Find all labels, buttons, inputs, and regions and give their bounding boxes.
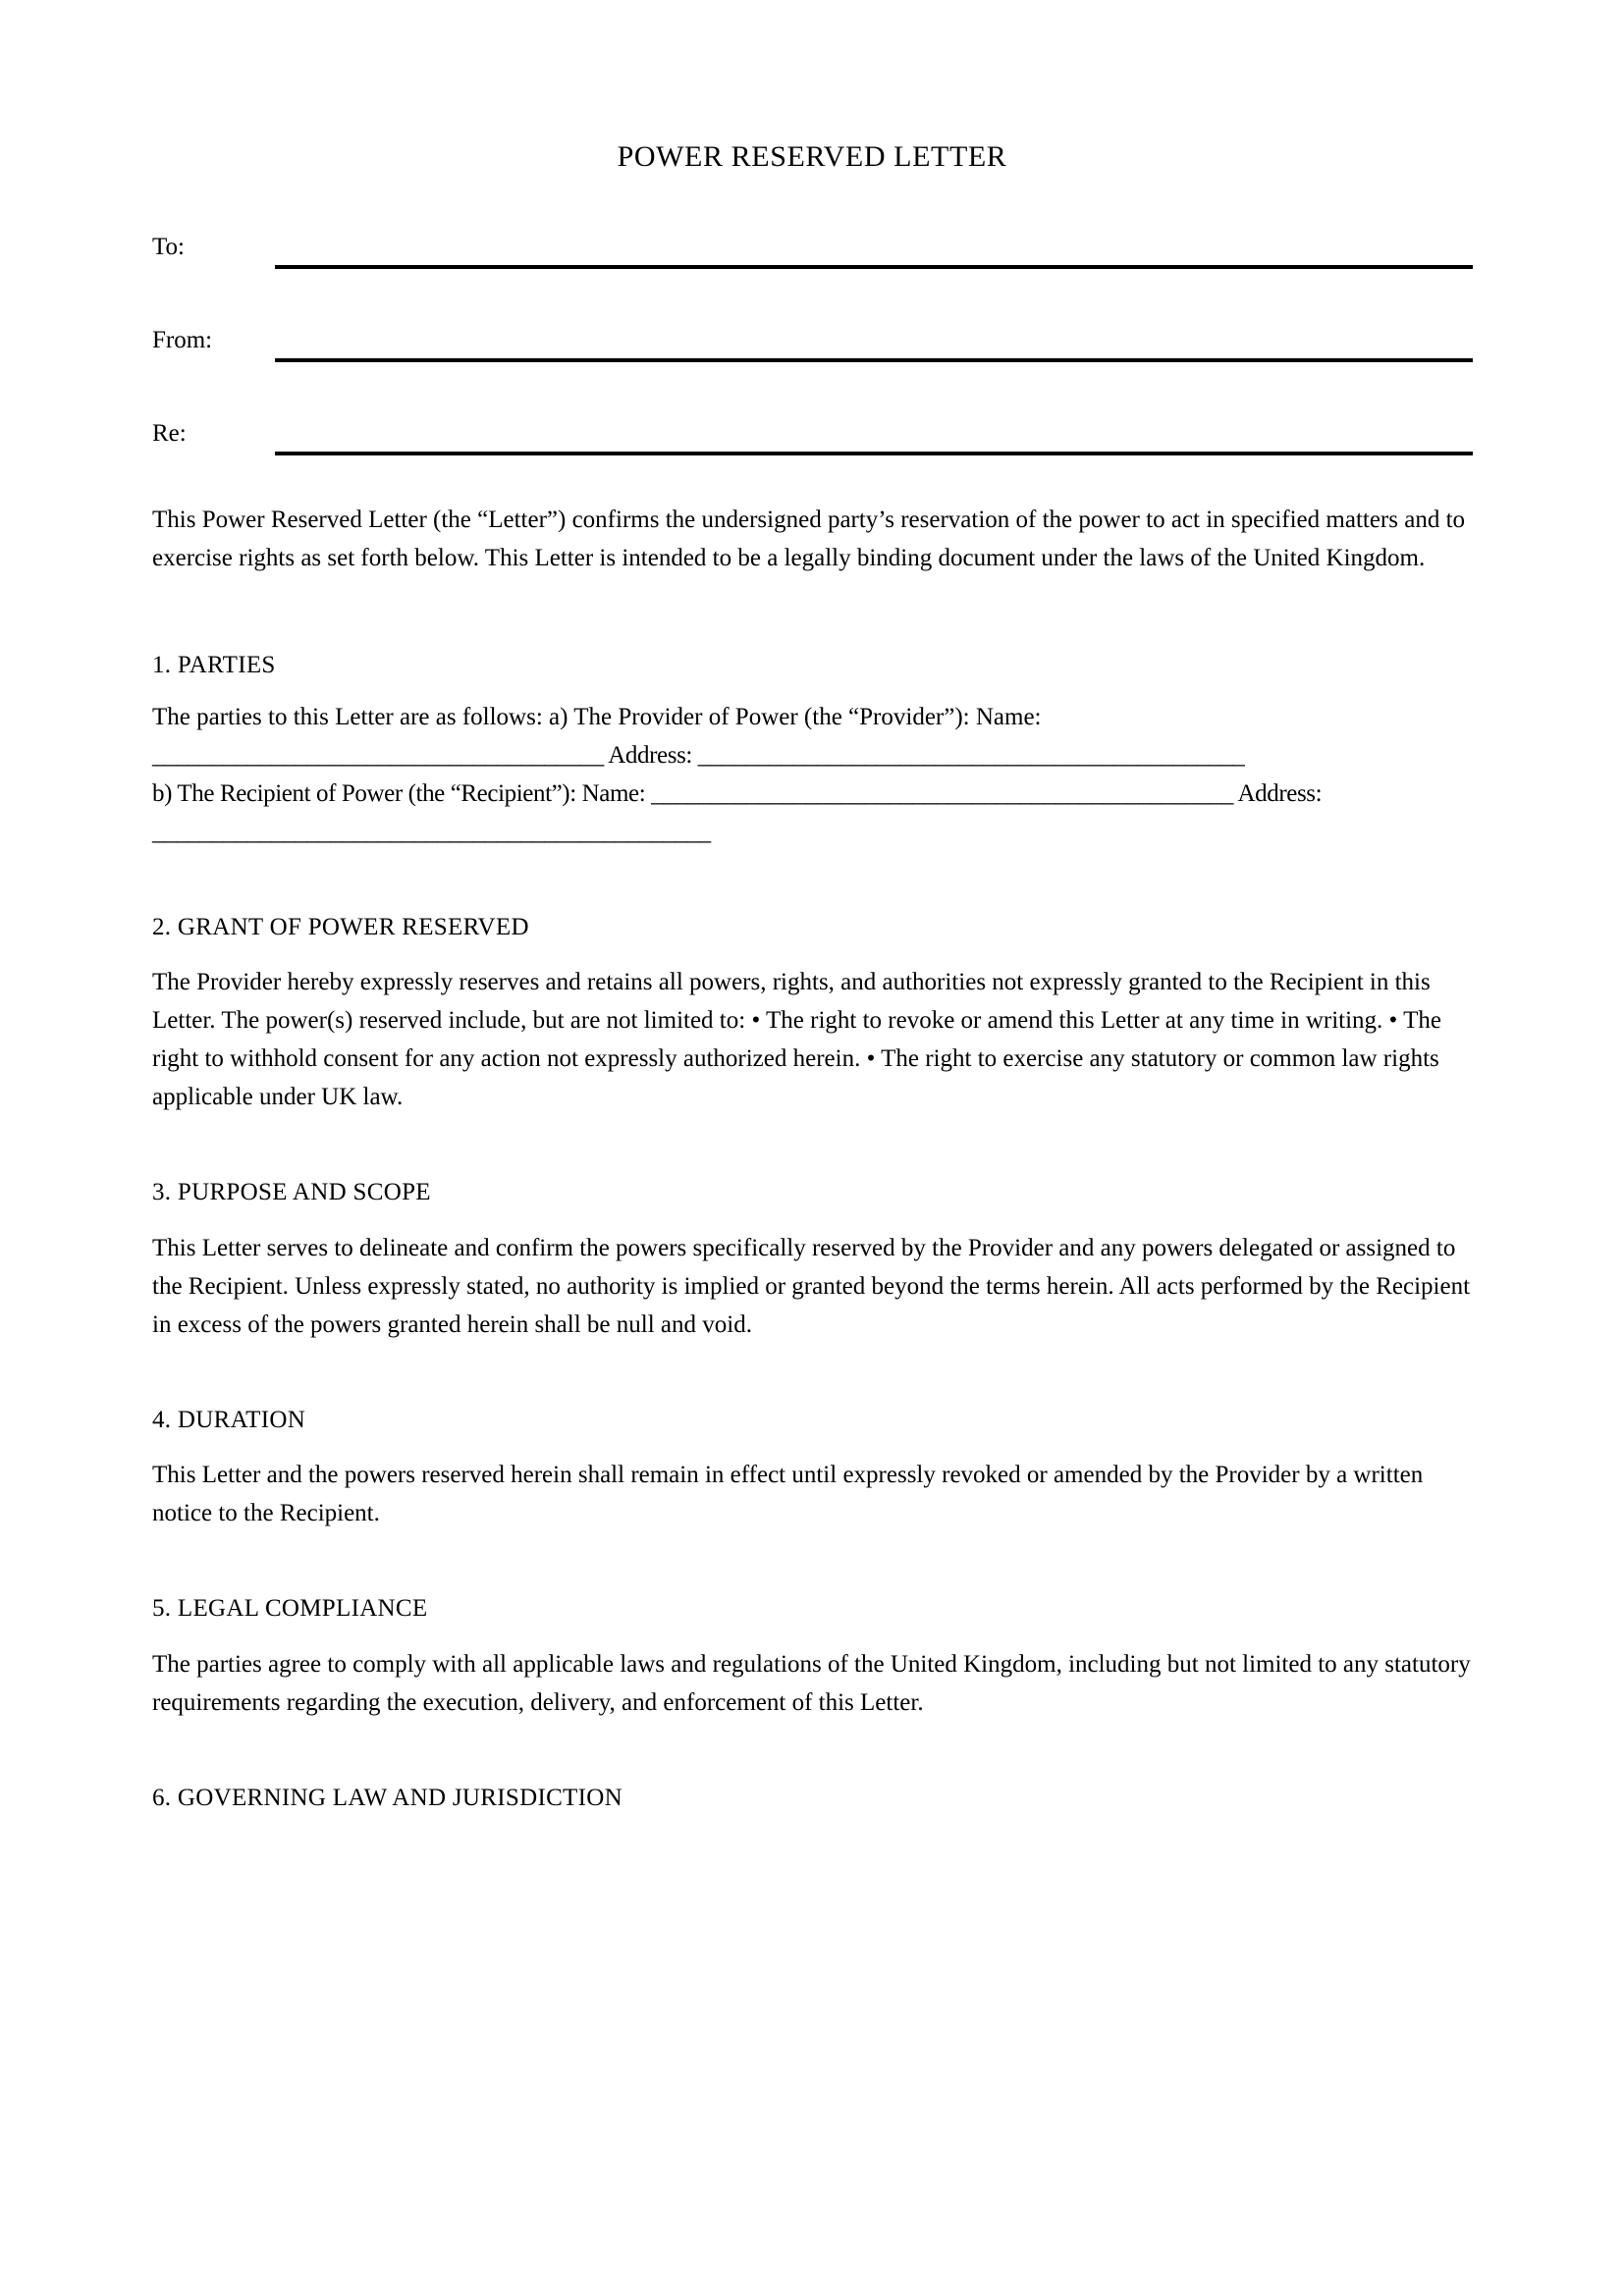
section-purpose-heading: 3. PURPOSE AND SCOPE xyxy=(152,1179,431,1205)
section-parties xyxy=(152,650,1476,851)
document-body xyxy=(152,501,1476,1814)
section-governing-law-and-jurisdiction xyxy=(152,1783,1476,1815)
parties-line-1: The parties to this Letter are as follows: a) The Provider of Power (the “Provider”): Name: xyxy=(152,703,1042,730)
letter-header-fields xyxy=(152,232,1473,511)
section-legal-compliance-heading: 5. LEGAL COMPLIANCE xyxy=(152,1595,428,1622)
section-duration-heading: 4. DURATION xyxy=(152,1406,306,1433)
parties-line-4[interactable]: _______________________________________________ xyxy=(152,818,711,845)
re-fill-rule[interactable] xyxy=(275,452,1473,455)
from-label: From: xyxy=(152,327,213,353)
page-title: POWER RESERVED LETTER xyxy=(617,140,1007,174)
section-legal-compliance-body: The parties agree to comply with all applicable laws and regulations of the United Kingdom, including but not limited to any statutory requirements regarding the execution, delivery, and enforcement of this Letter. xyxy=(152,1650,1471,1716)
section-parties-body xyxy=(152,698,1476,851)
from-fill-rule[interactable] xyxy=(275,358,1473,362)
section-duration-body: This Letter and the powers reserved herein shall remain in effect until expressly revoked or amended by the Provider by a written notice to the Recipient. xyxy=(152,1462,1424,1526)
section-legal-compliance xyxy=(152,1593,1476,1722)
to-fill-rule[interactable] xyxy=(275,265,1473,269)
re-label: Re: xyxy=(152,420,187,447)
section-governing-law-heading: 6. GOVERNING LAW AND JURISDICTION xyxy=(152,1784,623,1811)
section-parties-heading: 1. PARTIES xyxy=(152,652,276,678)
header-field-re xyxy=(152,418,1473,511)
section-grant-of-power-reserved xyxy=(152,912,1476,1117)
parties-line-3[interactable]: b) The Recipient of Power (the “Recipient”): Name: _________________________________________________ Address: xyxy=(152,779,1323,807)
section-duration xyxy=(152,1405,1476,1533)
header-field-to xyxy=(152,232,1473,325)
to-label: To: xyxy=(152,234,185,260)
parties-line-2[interactable]: ______________________________________ Address: ______________________________________________ xyxy=(152,741,1245,769)
section-purpose-and-scope xyxy=(152,1177,1476,1344)
section-grant-body: The Provider hereby expressly reserves and retains all powers, rights, and authorities not expressly granted to the Recipient in this Letter. The power(s) reserved include, but are not limited to: • The right to revoke or amend this Letter at any time in writing. • The right to withhold consent for any action not expressly authorized herein. • The right to exercise any statutory or common law rights applicable under UK law. xyxy=(152,969,1441,1110)
header-field-from xyxy=(152,325,1473,418)
intro-paragraph: This Power Reserved Letter (the “Letter”) confirms the undersigned party’s reservation of the power to act in specified matters and to exercise rights as set forth below. This Letter is intended to be a legally binding document under the laws of the United Kingdom. xyxy=(152,507,1466,571)
section-purpose-body: This Letter serves to delineate and confirm the powers specifically reserved by the Provider and any powers delegated or assigned to the Recipient. Unless expressly stated, no authority is implied or granted beyond the terms herein. All acts performed by the Recipient in excess of the powers granted herein shall be null and void. xyxy=(152,1234,1471,1338)
section-grant-heading: 2. GRANT OF POWER RESERVED xyxy=(152,913,529,940)
